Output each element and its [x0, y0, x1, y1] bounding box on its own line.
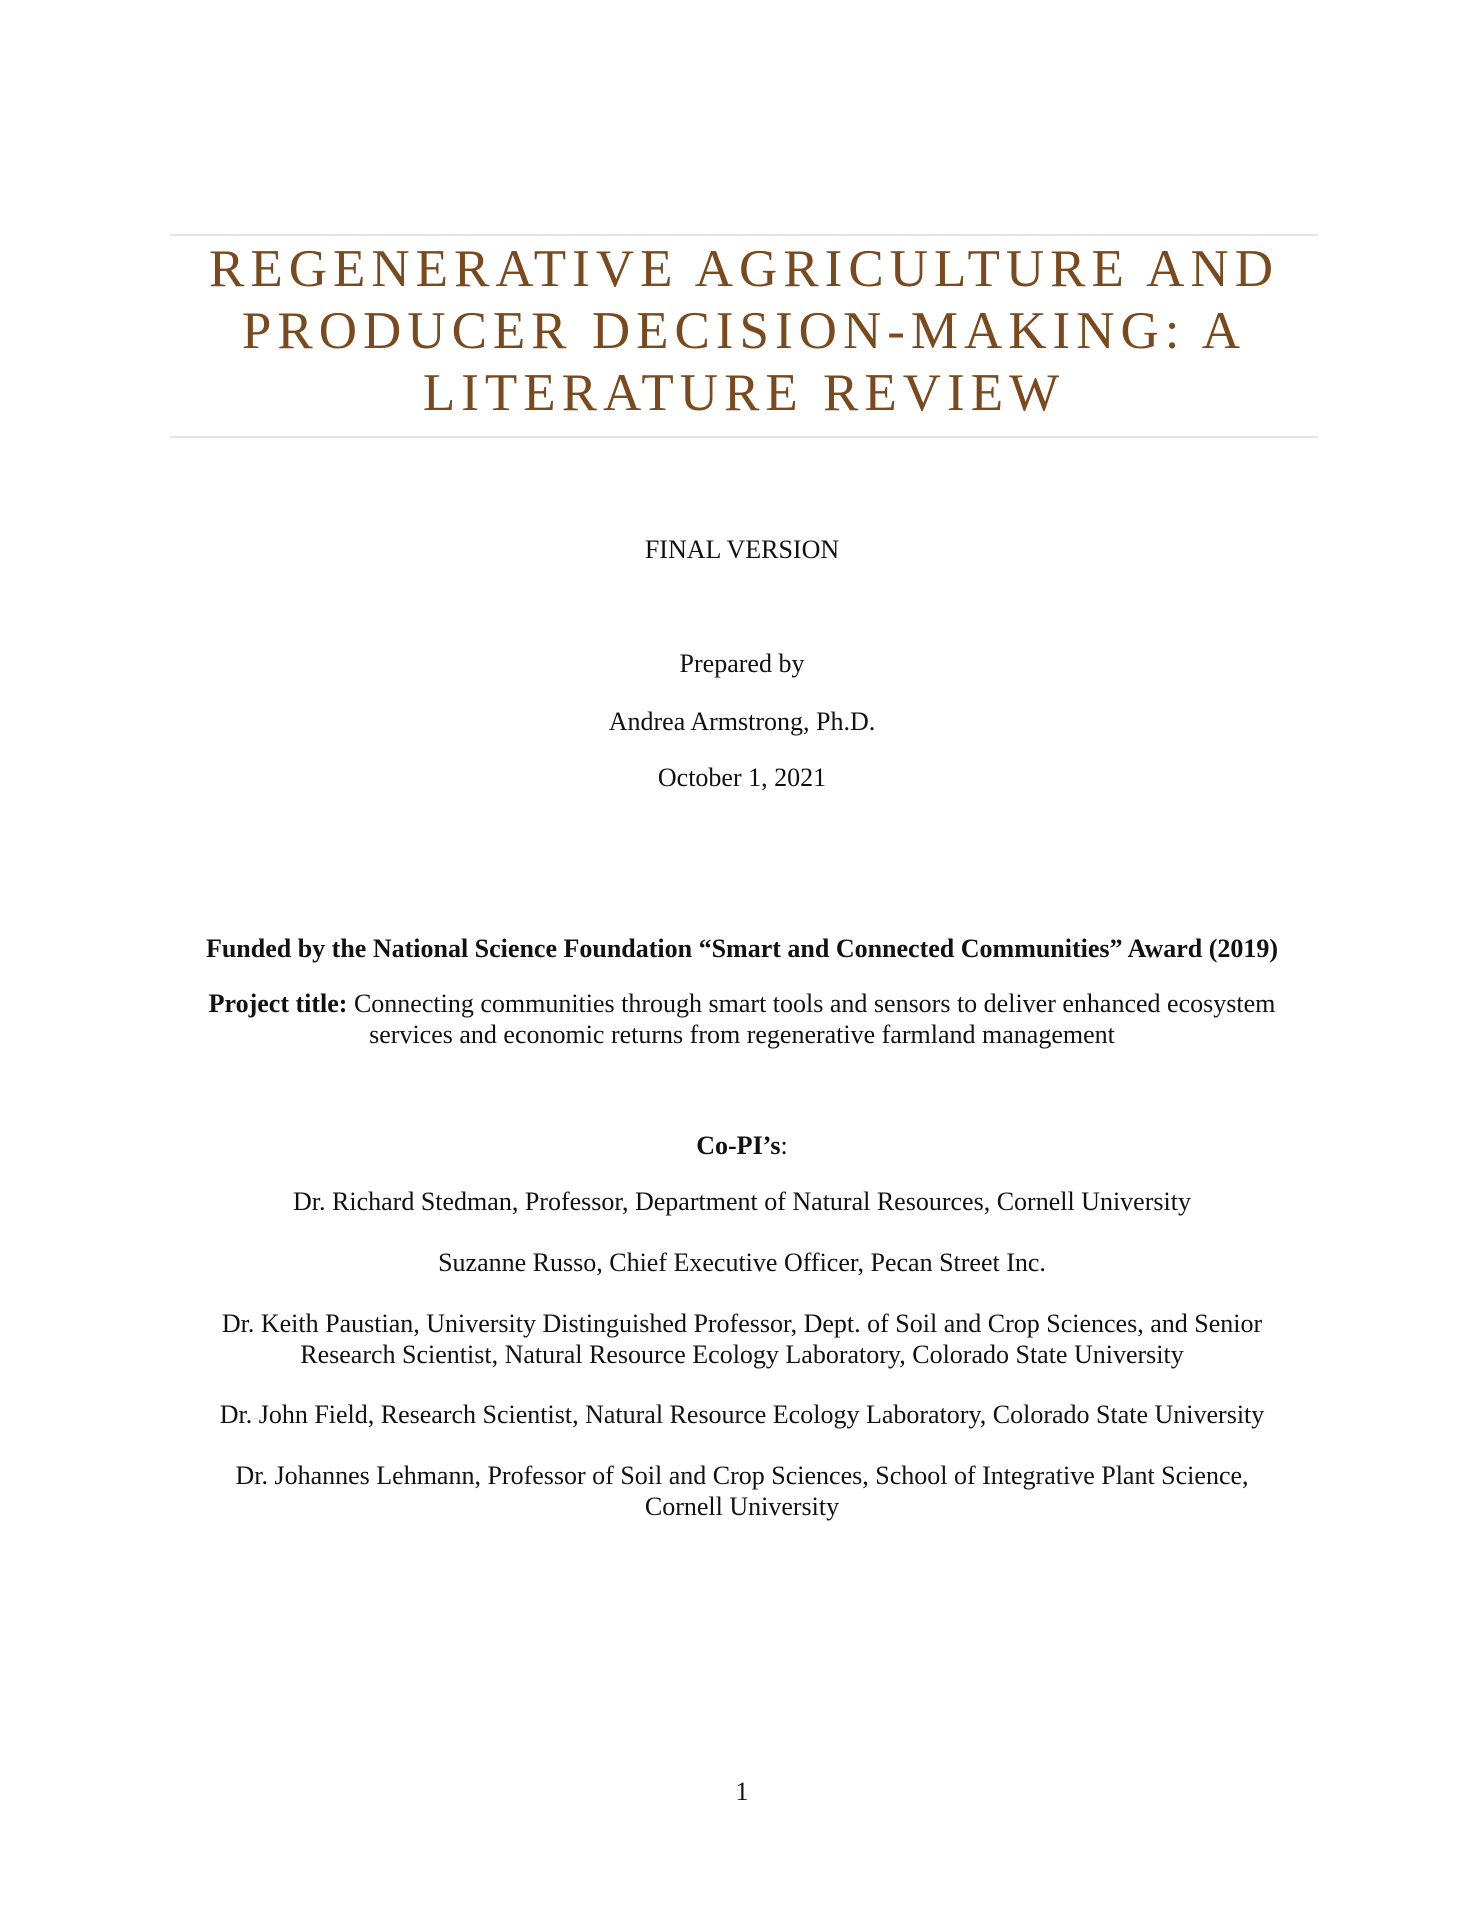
funding-statement: Funded by the National Science Foundation “Smart and Connected Communities” Award (2019): [205, 934, 1279, 963]
copi-entry: [120, 1399, 1364, 1430]
prepared-by-label: Prepared by: [679, 649, 805, 678]
copi-entry: [120, 1460, 1364, 1522]
copis-colon: :: [780, 1131, 788, 1160]
copi-line: Dr. Richard Stedman, Professor, Department of Natural Resources, Cornell University: [293, 1187, 1191, 1216]
copi-line: Suzanne Russo, Chief Executive Officer, Pecan Street Inc.: [438, 1248, 1046, 1277]
project-title-line-2: services and economic returns from regenerative farmland management: [369, 1020, 1115, 1049]
title-line-2: PRODUCER DECISION-MAKING: A: [241, 302, 1247, 360]
copis-heading: [120, 1130, 1364, 1161]
project-title: [120, 988, 1364, 1050]
copi-entry: [120, 1247, 1364, 1278]
copi-line: Dr. Johannes Lehmann, Professor of Soil and Crop Sciences, School of Integrative Plant Science,: [235, 1461, 1249, 1490]
copi-line: Research Scientist, Natural Resource Ecology Laboratory, Colorado State University: [300, 1340, 1184, 1369]
copi-line: Dr. Keith Paustian, University Distinguished Professor, Dept. of Soil and Crop Sciences, and Senior: [221, 1309, 1263, 1338]
copi-entry: [120, 1186, 1364, 1217]
copi-line: Cornell University: [644, 1492, 840, 1521]
project-title-label: Project title:: [208, 989, 348, 1018]
title-top-rule: [170, 234, 1318, 236]
version-label: FINAL VERSION: [644, 535, 840, 564]
project-title-line-1: Connecting communities through smart tools and sensors to deliver enhanced ecosystem: [347, 989, 1276, 1018]
copi-entry: [120, 1308, 1364, 1370]
title-line-3: LITERATURE REVIEW: [422, 364, 1066, 422]
title-line-1: REGENERATIVE AGRICULTURE AND: [209, 240, 1279, 298]
author-name: Andrea Armstrong, Ph.D.: [608, 707, 876, 736]
copis-label: Co-PI’s: [696, 1131, 781, 1160]
document-title: [170, 238, 1318, 424]
document-date: October 1, 2021: [657, 763, 827, 792]
copi-line: Dr. John Field, Research Scientist, Natural Resource Ecology Laboratory, Colorado State University: [219, 1400, 1265, 1429]
title-bottom-rule: [170, 436, 1318, 438]
page-number: 1: [735, 1777, 749, 1806]
